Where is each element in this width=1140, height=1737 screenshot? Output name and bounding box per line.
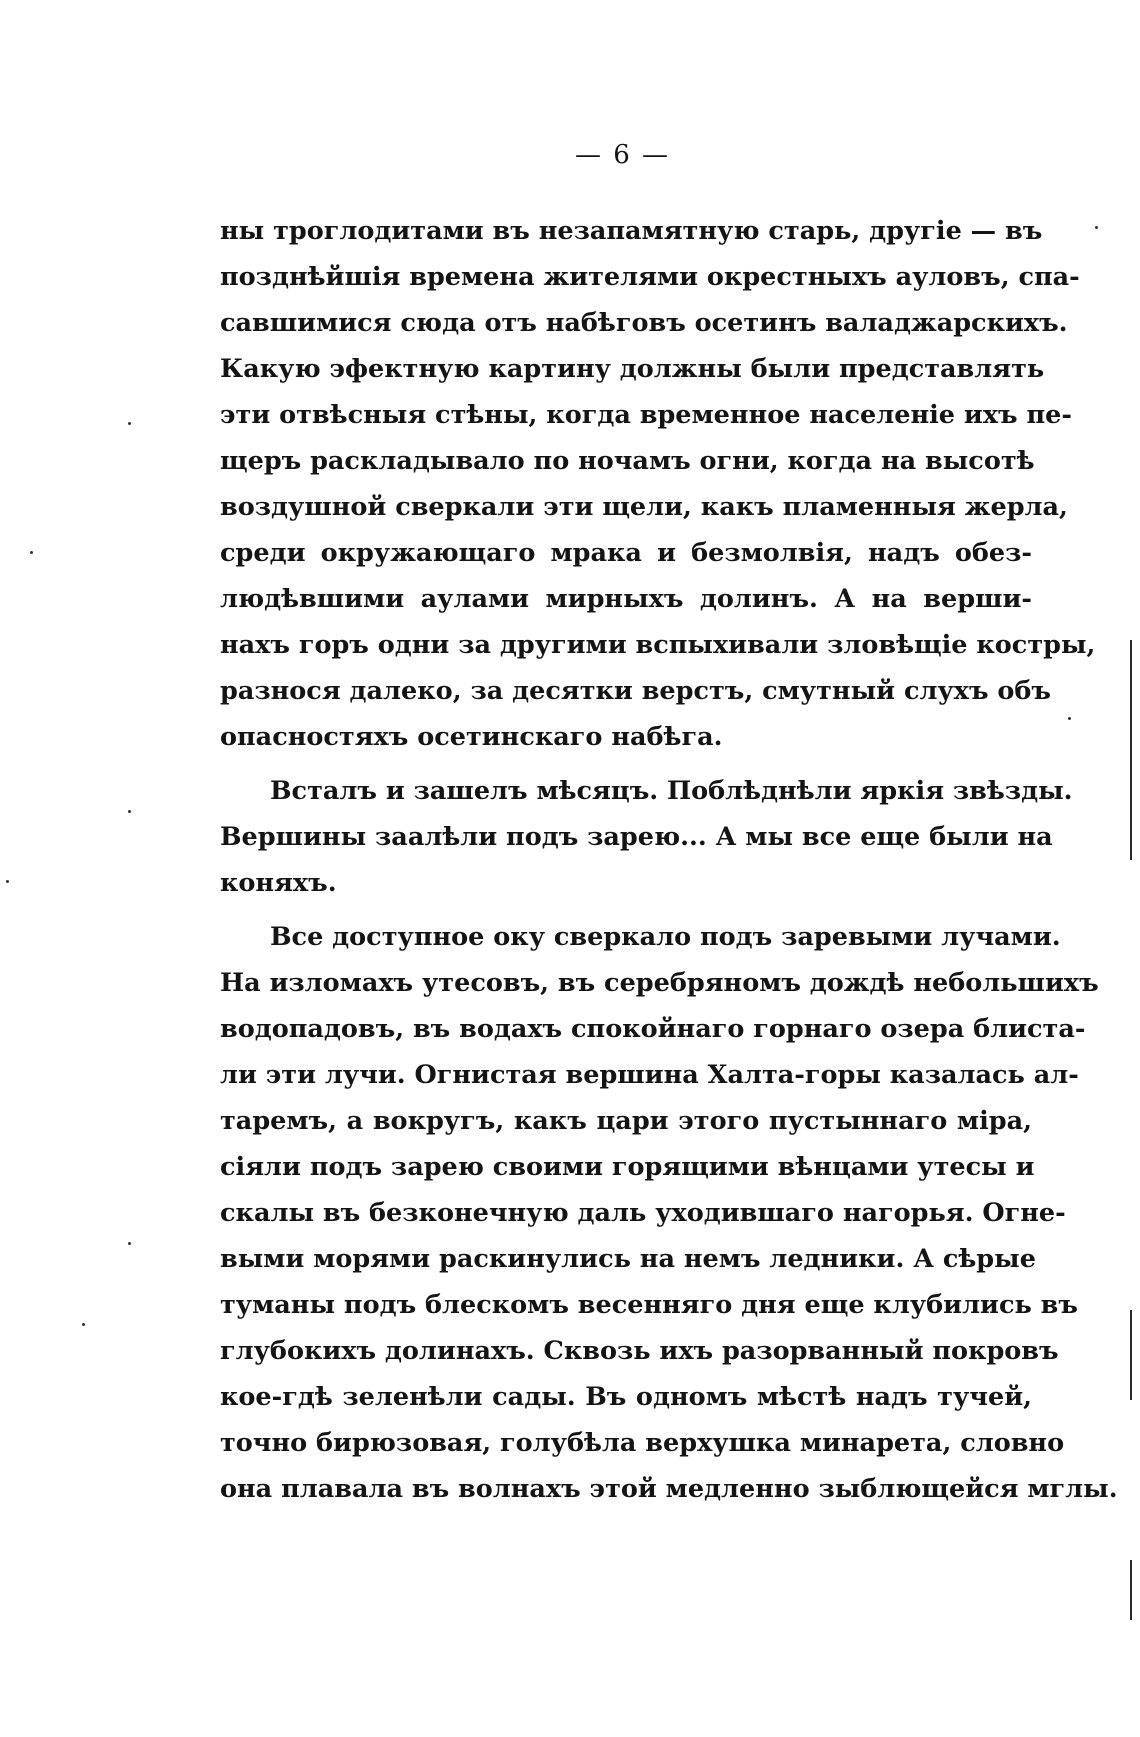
text-line: коняхъ. <box>220 868 337 898</box>
scan-edge-mark <box>1130 1310 1132 1400</box>
page-number: — 6 — <box>574 140 671 170</box>
text-line: скалы въ безконечную даль уходившаго нагорья. Огне- <box>220 1198 1066 1228</box>
text-line: разнося далеко, за десятки верстъ, смутный слухъ объ <box>220 676 1051 706</box>
text-line: Все доступное оку сверкало подъ заревыми лучами. <box>270 922 1061 952</box>
scan-speck <box>128 810 131 813</box>
text-line: среди окружающаго мрака и безмолвія, надъ обез- <box>220 538 1032 568</box>
text-line: сіяли подъ зарею своими горящими вѣнцами утесы и <box>220 1152 1035 1182</box>
text-line: Всталъ и зашелъ мѣсяцъ. Поблѣднѣли яркія звѣзды. <box>270 776 1073 806</box>
paragraph-1 <box>220 208 1096 760</box>
text-line: таремъ, а вокругъ, какъ цари этого пустыннаго міра, <box>220 1106 1032 1136</box>
text-line: нахъ горъ одни за другими вспыхивали зловѣщіе костры, <box>220 630 1096 660</box>
text-line: ны троглодитами въ незапамятную старь, другіе — въ <box>220 216 1043 246</box>
paragraph-3 <box>220 914 1118 1512</box>
scan-speck <box>30 551 33 554</box>
text-line: водопадовъ, въ водахъ спокойнаго горнаго озера блиста- <box>220 1014 1086 1044</box>
scan-speck <box>1068 717 1071 720</box>
text-line: щеръ раскладывало по ночамъ огни, когда на высотѣ <box>220 446 1035 476</box>
scan-speck <box>1095 226 1098 229</box>
paragraph-gap <box>220 760 1032 768</box>
scan-speck <box>82 1323 85 1326</box>
text-line: опасностяхъ осетинскаго набѣга. <box>220 722 723 752</box>
text-line: позднѣйшія времена жителями окрестныхъ ауловъ, спа- <box>220 262 1080 292</box>
text-line: Вершины заалѣли подъ зарею... А мы все еще были на <box>220 822 1053 852</box>
text-line: людѣвшими аулами мирныхъ долинъ. А на верши- <box>220 584 1032 614</box>
scan-speck <box>128 1242 131 1245</box>
body-text <box>220 208 1118 1512</box>
text-line: кое-гдѣ зеленѣли сады. Въ одномъ мѣстѣ надъ тучей, <box>220 1382 1032 1412</box>
text-line: глубокихъ долинахъ. Сквозь ихъ разорванный покровъ <box>220 1336 1059 1366</box>
text-line: воздушной сверкали эти щели, какъ пламенныя жерла, <box>220 492 1068 522</box>
text-line: эти отвѣсныя стѣны, когда временное населеніе ихъ пе- <box>220 400 1072 430</box>
scan-speck <box>128 422 131 425</box>
paragraph-2 <box>220 768 1073 906</box>
text-line: Какую эфектную картину должны были представлять <box>220 354 1045 384</box>
paragraph-gap <box>220 906 1032 914</box>
text-line: она плавала въ волнахъ этой медленно зыблющейся мглы. <box>220 1474 1118 1504</box>
scan-edge-mark <box>1130 640 1132 860</box>
text-line: На изломахъ утесовъ, въ серебряномъ дождѣ небольшихъ <box>220 968 1099 998</box>
text-line: туманы подъ блескомъ весенняго дня еще клубились въ <box>220 1290 1078 1320</box>
text-line: точно бирюзовая, голубѣла верхушка минарета, словно <box>220 1428 1065 1458</box>
text-line: выми морями раскинулись на немъ ледники. А сѣрые <box>220 1244 1036 1274</box>
scan-speck <box>6 880 9 883</box>
text-line: савшимися сюда отъ набѣговъ осетинъ валаджарскихъ. <box>220 308 1068 338</box>
scan-edge-mark <box>1130 1560 1132 1620</box>
text-line: ли эти лучи. Огнистая вершина Халта-горы казалась ал- <box>220 1060 1079 1090</box>
